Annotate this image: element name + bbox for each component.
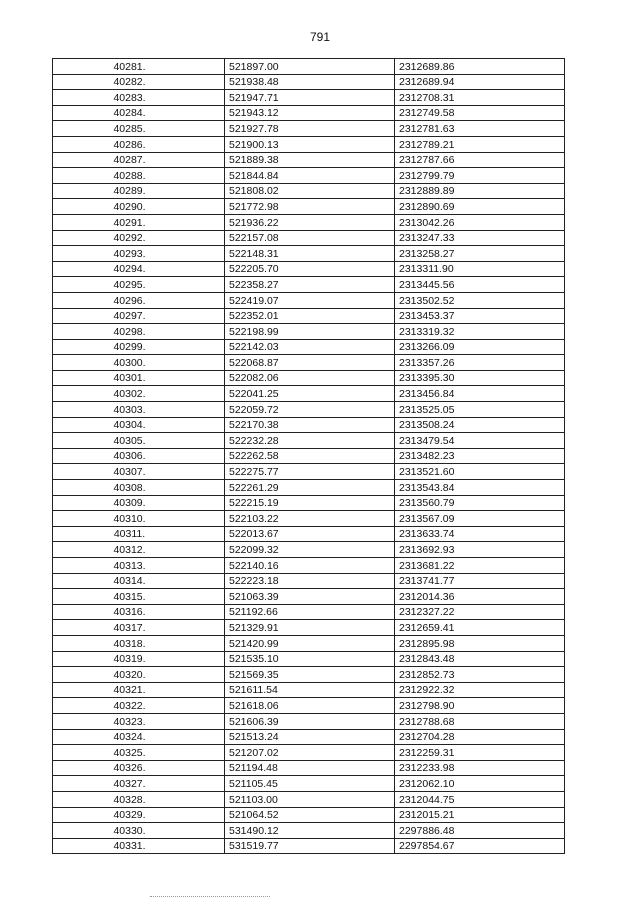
y-coordinate-cell: 2312062.10 <box>395 776 565 792</box>
point-number-cell: 40326. <box>53 760 225 776</box>
point-number-cell: 40312. <box>53 542 225 558</box>
y-coordinate-cell: 2313042.26 <box>395 214 565 230</box>
y-coordinate-cell: 2312787.66 <box>395 152 565 168</box>
point-number-cell: 40292. <box>53 230 225 246</box>
table-row <box>53 511 565 527</box>
point-number-cell: 40309. <box>53 495 225 511</box>
table-row <box>53 776 565 792</box>
y-coordinate-cell: 2313508.24 <box>395 417 565 433</box>
x-coordinate-cell: 522082.06 <box>225 370 395 386</box>
point-number-cell: 40285. <box>53 121 225 137</box>
x-coordinate-cell: 522419.07 <box>225 292 395 308</box>
point-number-cell: 40299. <box>53 339 225 355</box>
point-number-cell: 40321. <box>53 682 225 698</box>
table-row <box>53 464 565 480</box>
table-row <box>53 292 565 308</box>
x-coordinate-cell: 521329.91 <box>225 620 395 636</box>
point-number-cell: 40300. <box>53 355 225 371</box>
y-coordinate-cell: 2313266.09 <box>395 339 565 355</box>
y-coordinate-cell: 2313502.52 <box>395 292 565 308</box>
x-coordinate-cell: 522205.70 <box>225 261 395 277</box>
y-coordinate-cell: 2313445.56 <box>395 277 565 293</box>
point-number-cell: 40324. <box>53 729 225 745</box>
point-number-cell: 40296. <box>53 292 225 308</box>
x-coordinate-cell: 521064.52 <box>225 807 395 823</box>
y-coordinate-cell: 2312749.58 <box>395 105 565 121</box>
y-coordinate-cell: 2313681.22 <box>395 558 565 574</box>
x-coordinate-cell: 522148.31 <box>225 246 395 262</box>
table-row <box>53 791 565 807</box>
table-row <box>53 729 565 745</box>
x-coordinate-cell: 521618.06 <box>225 698 395 714</box>
point-number-cell: 40288. <box>53 168 225 184</box>
point-number-cell: 40325. <box>53 745 225 761</box>
point-number-cell: 40304. <box>53 417 225 433</box>
y-coordinate-cell: 2313258.27 <box>395 246 565 262</box>
table-row <box>53 214 565 230</box>
x-coordinate-cell: 522198.99 <box>225 324 395 340</box>
x-coordinate-cell: 522232.28 <box>225 433 395 449</box>
table-row <box>53 308 565 324</box>
x-coordinate-cell: 521936.22 <box>225 214 395 230</box>
y-coordinate-cell: 2313543.84 <box>395 480 565 496</box>
point-number-cell: 40323. <box>53 713 225 729</box>
table-row <box>53 168 565 184</box>
table-row <box>53 136 565 152</box>
table-row <box>53 277 565 293</box>
x-coordinate-cell: 521927.78 <box>225 121 395 137</box>
x-coordinate-cell: 521569.35 <box>225 667 395 683</box>
table-row <box>53 542 565 558</box>
x-coordinate-cell: 522041.25 <box>225 386 395 402</box>
x-coordinate-cell: 522068.87 <box>225 355 395 371</box>
y-coordinate-cell: 2313311.90 <box>395 261 565 277</box>
point-number-cell: 40330. <box>53 823 225 839</box>
y-coordinate-cell: 2313319.32 <box>395 324 565 340</box>
point-number-cell: 40327. <box>53 776 225 792</box>
table-row <box>53 480 565 496</box>
x-coordinate-cell: 521808.02 <box>225 183 395 199</box>
x-coordinate-cell: 522358.27 <box>225 277 395 293</box>
point-number-cell: 40314. <box>53 573 225 589</box>
point-number-cell: 40313. <box>53 558 225 574</box>
y-coordinate-cell: 2313525.05 <box>395 402 565 418</box>
point-number-cell: 40291. <box>53 214 225 230</box>
table-row <box>53 620 565 636</box>
table-row <box>53 713 565 729</box>
coordinates-table <box>52 58 565 854</box>
table-row <box>53 682 565 698</box>
table-row <box>53 230 565 246</box>
x-coordinate-cell: 522223.18 <box>225 573 395 589</box>
y-coordinate-cell: 2312895.98 <box>395 635 565 651</box>
point-number-cell: 40329. <box>53 807 225 823</box>
x-coordinate-cell: 521420.99 <box>225 635 395 651</box>
x-coordinate-cell: 521513.24 <box>225 729 395 745</box>
x-coordinate-cell: 521535.10 <box>225 651 395 667</box>
table-row <box>53 199 565 215</box>
point-number-cell: 40289. <box>53 183 225 199</box>
y-coordinate-cell: 2312014.36 <box>395 589 565 605</box>
table-row <box>53 526 565 542</box>
coordinates-table-body <box>53 59 565 854</box>
y-coordinate-cell: 2313247.33 <box>395 230 565 246</box>
table-row <box>53 183 565 199</box>
table-row <box>53 589 565 605</box>
x-coordinate-cell: 521844.84 <box>225 168 395 184</box>
x-coordinate-cell: 522261.29 <box>225 480 395 496</box>
table-row <box>53 838 565 854</box>
point-number-cell: 40331. <box>53 838 225 854</box>
x-coordinate-cell: 522215.19 <box>225 495 395 511</box>
y-coordinate-cell: 2313456.84 <box>395 386 565 402</box>
table-row <box>53 573 565 589</box>
point-number-cell: 40318. <box>53 635 225 651</box>
y-coordinate-cell: 2312233.98 <box>395 760 565 776</box>
table-row <box>53 667 565 683</box>
x-coordinate-cell: 522157.08 <box>225 230 395 246</box>
x-coordinate-cell: 531519.77 <box>225 838 395 854</box>
y-coordinate-cell: 2313395.30 <box>395 370 565 386</box>
y-coordinate-cell: 2312689.94 <box>395 74 565 90</box>
point-number-cell: 40287. <box>53 152 225 168</box>
point-number-cell: 40320. <box>53 667 225 683</box>
y-coordinate-cell: 2312704.28 <box>395 729 565 745</box>
x-coordinate-cell: 521192.66 <box>225 604 395 620</box>
x-coordinate-cell: 521889.38 <box>225 152 395 168</box>
x-coordinate-cell: 521606.39 <box>225 713 395 729</box>
table-row <box>53 402 565 418</box>
table-row <box>53 635 565 651</box>
x-coordinate-cell: 521194.48 <box>225 760 395 776</box>
table-row <box>53 74 565 90</box>
x-coordinate-cell: 522352.01 <box>225 308 395 324</box>
y-coordinate-cell: 2312852.73 <box>395 667 565 683</box>
point-number-cell: 40315. <box>53 589 225 605</box>
x-coordinate-cell: 522170.38 <box>225 417 395 433</box>
point-number-cell: 40328. <box>53 791 225 807</box>
point-number-cell: 40294. <box>53 261 225 277</box>
y-coordinate-cell: 2313692.93 <box>395 542 565 558</box>
point-number-cell: 40283. <box>53 90 225 106</box>
point-number-cell: 40306. <box>53 448 225 464</box>
y-coordinate-cell: 2312781.63 <box>395 121 565 137</box>
point-number-cell: 40297. <box>53 308 225 324</box>
table-row <box>53 105 565 121</box>
y-coordinate-cell: 2312708.31 <box>395 90 565 106</box>
point-number-cell: 40316. <box>53 604 225 620</box>
y-coordinate-cell: 2312689.86 <box>395 59 565 75</box>
y-coordinate-cell: 2297886.48 <box>395 823 565 839</box>
point-number-cell: 40322. <box>53 698 225 714</box>
table-row <box>53 59 565 75</box>
table-row <box>53 386 565 402</box>
x-coordinate-cell: 521103.00 <box>225 791 395 807</box>
y-coordinate-cell: 2313567.09 <box>395 511 565 527</box>
y-coordinate-cell: 2313633.74 <box>395 526 565 542</box>
point-number-cell: 40310. <box>53 511 225 527</box>
point-number-cell: 40307. <box>53 464 225 480</box>
y-coordinate-cell: 2297854.67 <box>395 838 565 854</box>
y-coordinate-cell: 2312789.21 <box>395 136 565 152</box>
y-coordinate-cell: 2312889.89 <box>395 183 565 199</box>
point-number-cell: 40295. <box>53 277 225 293</box>
y-coordinate-cell: 2312922.32 <box>395 682 565 698</box>
point-number-cell: 40311. <box>53 526 225 542</box>
point-number-cell: 40319. <box>53 651 225 667</box>
y-coordinate-cell: 2313482.23 <box>395 448 565 464</box>
table-row <box>53 261 565 277</box>
x-coordinate-cell: 521105.45 <box>225 776 395 792</box>
y-coordinate-cell: 2313521.60 <box>395 464 565 480</box>
x-coordinate-cell: 521611.54 <box>225 682 395 698</box>
y-coordinate-cell: 2312259.31 <box>395 745 565 761</box>
x-coordinate-cell: 521207.02 <box>225 745 395 761</box>
table-row <box>53 370 565 386</box>
y-coordinate-cell: 2312659.41 <box>395 620 565 636</box>
point-number-cell: 40282. <box>53 74 225 90</box>
table-row <box>53 495 565 511</box>
footer-rule <box>150 896 270 897</box>
table-row <box>53 90 565 106</box>
point-number-cell: 40302. <box>53 386 225 402</box>
table-row <box>53 823 565 839</box>
x-coordinate-cell: 522013.67 <box>225 526 395 542</box>
point-number-cell: 40290. <box>53 199 225 215</box>
table-row <box>53 339 565 355</box>
table-row <box>53 807 565 823</box>
table-row <box>53 152 565 168</box>
y-coordinate-cell: 2313479.54 <box>395 433 565 449</box>
table-row <box>53 433 565 449</box>
x-coordinate-cell: 531490.12 <box>225 823 395 839</box>
table-row <box>53 604 565 620</box>
point-number-cell: 40308. <box>53 480 225 496</box>
y-coordinate-cell: 2312890.69 <box>395 199 565 215</box>
x-coordinate-cell: 521900.13 <box>225 136 395 152</box>
y-coordinate-cell: 2312799.79 <box>395 168 565 184</box>
y-coordinate-cell: 2313741.77 <box>395 573 565 589</box>
table-row <box>53 558 565 574</box>
y-coordinate-cell: 2313357.26 <box>395 355 565 371</box>
y-coordinate-cell: 2313453.37 <box>395 308 565 324</box>
point-number-cell: 40301. <box>53 370 225 386</box>
x-coordinate-cell: 521772.98 <box>225 199 395 215</box>
page-number: 791 <box>309 30 331 44</box>
point-number-cell: 40298. <box>53 324 225 340</box>
table-row <box>53 246 565 262</box>
y-coordinate-cell: 2312327.22 <box>395 604 565 620</box>
table-row <box>53 760 565 776</box>
y-coordinate-cell: 2312843.48 <box>395 651 565 667</box>
y-coordinate-cell: 2312015.21 <box>395 807 565 823</box>
x-coordinate-cell: 522275.77 <box>225 464 395 480</box>
table-row <box>53 651 565 667</box>
table-row <box>53 417 565 433</box>
x-coordinate-cell: 522140.16 <box>225 558 395 574</box>
x-coordinate-cell: 522262.58 <box>225 448 395 464</box>
y-coordinate-cell: 2312044.75 <box>395 791 565 807</box>
x-coordinate-cell: 521063.39 <box>225 589 395 605</box>
table-row <box>53 448 565 464</box>
point-number-cell: 40286. <box>53 136 225 152</box>
table-row <box>53 745 565 761</box>
x-coordinate-cell: 522103.22 <box>225 511 395 527</box>
point-number-cell: 40284. <box>53 105 225 121</box>
x-coordinate-cell: 521943.12 <box>225 105 395 121</box>
x-coordinate-cell: 521938.48 <box>225 74 395 90</box>
point-number-cell: 40293. <box>53 246 225 262</box>
y-coordinate-cell: 2312788.68 <box>395 713 565 729</box>
x-coordinate-cell: 521897.00 <box>225 59 395 75</box>
point-number-cell: 40303. <box>53 402 225 418</box>
table-row <box>53 121 565 137</box>
x-coordinate-cell: 522059.72 <box>225 402 395 418</box>
table-row <box>53 355 565 371</box>
table-row <box>53 324 565 340</box>
x-coordinate-cell: 521947.71 <box>225 90 395 106</box>
table-row <box>53 698 565 714</box>
point-number-cell: 40317. <box>53 620 225 636</box>
x-coordinate-cell: 522099.32 <box>225 542 395 558</box>
y-coordinate-cell: 2313560.79 <box>395 495 565 511</box>
x-coordinate-cell: 522142.03 <box>225 339 395 355</box>
y-coordinate-cell: 2312798.90 <box>395 698 565 714</box>
point-number-cell: 40281. <box>53 59 225 75</box>
point-number-cell: 40305. <box>53 433 225 449</box>
